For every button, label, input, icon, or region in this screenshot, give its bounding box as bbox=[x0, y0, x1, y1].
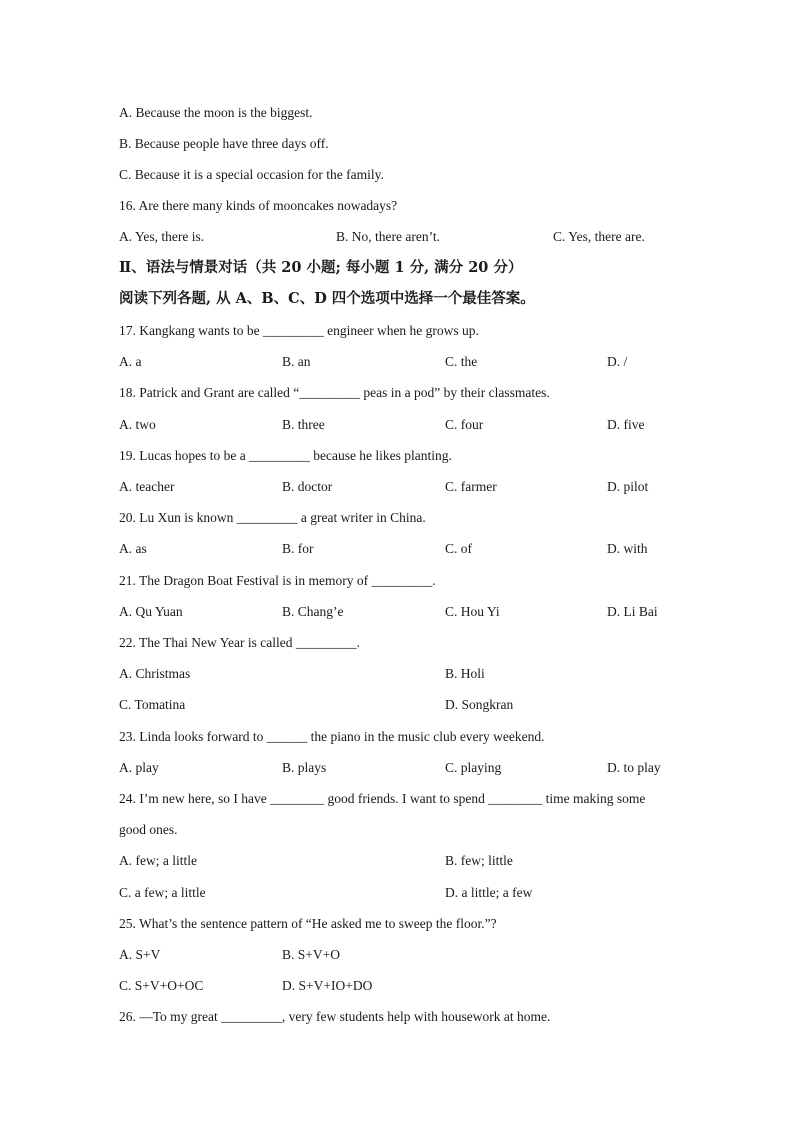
q18-option-c: C. four bbox=[445, 417, 484, 432]
question-26: 26. —To my great _________, very few students help with housework at home. bbox=[119, 1009, 551, 1024]
question-19: 19. Lucas hopes to be a _________ because he likes planting. bbox=[119, 448, 452, 463]
q22-option-d: D. Songkran bbox=[445, 697, 514, 712]
q23-option-d: D. to play bbox=[607, 760, 661, 775]
q22-option-c: C. Tomatina bbox=[119, 697, 186, 712]
q21-option-b: B. Chang’e bbox=[282, 604, 344, 619]
q18-option-b: B. three bbox=[282, 417, 325, 432]
q19-option-a: A. teacher bbox=[119, 479, 175, 494]
question-17: 17. Kangkang wants to be _________ engineer when he grows up. bbox=[119, 323, 479, 338]
q18-option-a: A. two bbox=[119, 417, 156, 432]
question-21: 21. The Dragon Boat Festival is in memory of _________. bbox=[119, 573, 436, 588]
option-a-moon: A. Because the moon is the biggest. bbox=[119, 105, 313, 120]
option-b-days-off: B. Because people have three days off. bbox=[119, 136, 329, 151]
q24-option-a: A. few; a little bbox=[119, 853, 197, 868]
section-instruction: 阅读下列各题, 从 A、B、C、D 四个选项中选择一个最佳答案。 bbox=[119, 290, 535, 307]
q18-option-d: D. five bbox=[607, 417, 645, 432]
question-24: 24. I’m new here, so I have ________ good friends. I want to spend ________ time making some bbox=[119, 791, 646, 806]
question-24-continued: good ones. bbox=[119, 822, 178, 837]
q25-option-c: C. S+V+O+OC bbox=[119, 978, 204, 993]
q17-option-d: D. / bbox=[607, 354, 628, 369]
q19-option-b: B. doctor bbox=[282, 479, 333, 494]
q17-option-c: C. the bbox=[445, 354, 478, 369]
q21-option-a: A. Qu Yuan bbox=[119, 604, 183, 619]
question-23: 23. Linda looks forward to ______ the piano in the music club every weekend. bbox=[119, 729, 545, 744]
q25-option-a: A. S+V bbox=[119, 947, 161, 962]
question-20: 20. Lu Xun is known _________ a great writer in China. bbox=[119, 510, 426, 525]
question-16: 16. Are there many kinds of mooncakes nowadays? bbox=[119, 198, 398, 213]
question-25: 25. What’s the sentence pattern of “He asked me to sweep the floor.”? bbox=[119, 916, 497, 931]
q22-option-a: A. Christmas bbox=[119, 666, 191, 681]
q21-option-d: D. Li Bai bbox=[607, 604, 658, 619]
q24-option-b: B. few; little bbox=[445, 853, 513, 868]
q23-option-a: A. play bbox=[119, 760, 159, 775]
q21-option-c: C. Hou Yi bbox=[445, 604, 500, 619]
q24-option-c: C. a few; a little bbox=[119, 885, 206, 900]
q17-option-a: A. a bbox=[119, 354, 142, 369]
q20-option-b: B. for bbox=[282, 541, 314, 556]
q23-option-c: C. playing bbox=[445, 760, 502, 775]
q16-option-a: A. Yes, there is. bbox=[119, 229, 205, 244]
q16-option-c: C. Yes, there are. bbox=[553, 229, 645, 244]
q25-option-d: D. S+V+IO+DO bbox=[282, 978, 373, 993]
q20-option-d: D. with bbox=[607, 541, 648, 556]
q25-option-b: B. S+V+O bbox=[282, 947, 340, 962]
question-22: 22. The Thai New Year is called _________. bbox=[119, 635, 360, 650]
q16-option-b: B. No, there aren’t. bbox=[336, 229, 440, 244]
q19-option-c: C. farmer bbox=[445, 479, 497, 494]
q19-option-d: D. pilot bbox=[607, 479, 649, 494]
section-title: Ⅱ、语法与情景对话（共 20 小题; 每小题 1 分, 满分 20 分） bbox=[119, 259, 523, 276]
q24-option-d: D. a little; a few bbox=[445, 885, 533, 900]
option-c-family: C. Because it is a special occasion for the family. bbox=[119, 167, 384, 182]
q17-option-b: B. an bbox=[282, 354, 311, 369]
q22-option-b: B. Holi bbox=[445, 666, 485, 681]
q23-option-b: B. plays bbox=[282, 760, 327, 775]
q20-option-a: A. as bbox=[119, 541, 147, 556]
question-18: 18. Patrick and Grant are called “_________ peas in a pod” by their classmates. bbox=[119, 385, 550, 400]
q20-option-c: C. of bbox=[445, 541, 472, 556]
